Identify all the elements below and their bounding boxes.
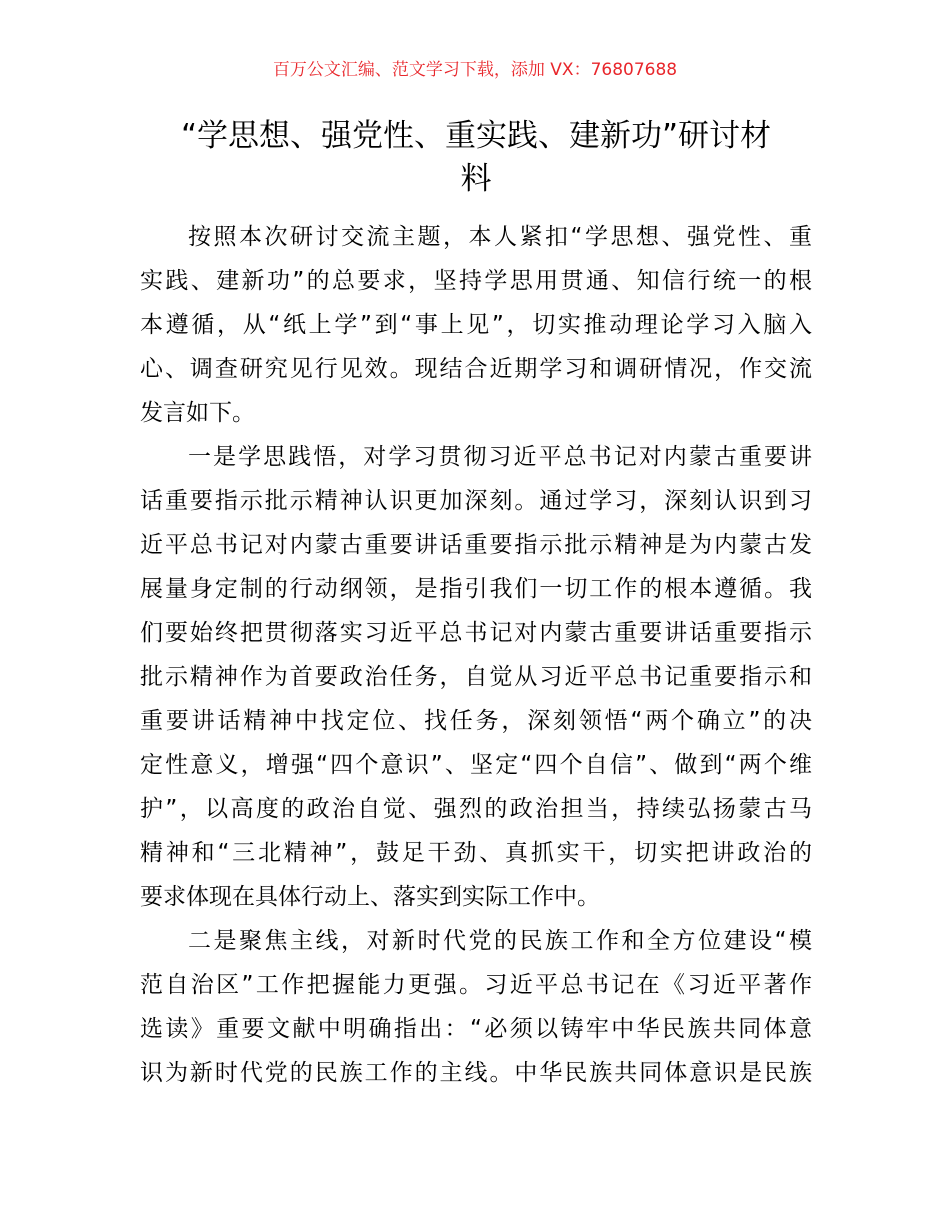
paragraph-line: 们要始终把贯彻落实习近平总书记对内蒙古重要讲话重要指示 [140,620,812,646]
paragraph-line: 话重要指示批示精神认识更加深刻。通过学习，深刻认识到习 [140,488,812,514]
paragraph [140,215,812,435]
paragraph-line: 批示精神作为首要政治任务，自觉从习近平总书记重要指示和 [140,664,812,690]
paragraph-line: 定性意义，增强“四个意识”、坚定“四个自信”、做到“两个维 [140,752,812,778]
document-title [140,115,812,201]
document-body [140,215,812,1095]
paragraph-line: 护”，以高度的政治自觉、强烈的政治担当，持续弘扬蒙古马 [140,796,812,822]
paragraph-line: 精神和“三北精神”，鼓足干劲、真抓实干，切实把讲政治的 [140,840,812,866]
paragraph-line: 心、调查研究见行见效。现结合近期学习和调研情况，作交流 [140,356,812,382]
paragraph-line: 选读》重要文献中明确指出：“必须以铸牢中华民族共同体意 [140,1016,812,1042]
paragraph-line: 近平总书记对内蒙古重要讲话重要指示批示精神是为内蒙古发 [140,532,812,558]
paragraph [140,435,812,919]
paragraph-line: 按照本次研讨交流主题，本人紧扣“学思想、强党性、重 [188,224,812,250]
paragraph-line: 展量身定制的行动纲领，是指引我们一切工作的根本遵循。我 [140,576,812,602]
paragraph [140,919,812,1095]
paragraph-line: 范自治区”工作把握能力更强。习近平总书记在《习近平著作 [140,972,812,998]
paragraph-line: 一是学思践悟，对学习贯彻习近平总书记对内蒙古重要讲 [188,444,812,470]
paragraph-line: 二是聚焦主线，对新时代党的民族工作和全方位建设“模 [188,928,812,954]
title-line: “学思想、强党性、重实践、建新功”研讨材 [180,118,772,154]
watermark-header: 百万公文汇编、范文学习下载，添加 VX：76807688 [272,60,678,80]
paragraph-line: 重要讲话精神中找定位、找任务，深刻领悟“两个确立”的决 [140,708,812,734]
paragraph-line: 要求体现在具体行动上、落实到实际工作中。 [140,884,600,910]
title-line: 料 [460,161,492,197]
paragraph-line: 发言如下。 [140,400,255,426]
paragraph-line: 本遵循，从“纸上学”到“事上见”，切实推动理论学习入脑入 [140,312,812,338]
paragraph-line: 识为新时代党的民族工作的主线。中华民族共同体意识是民族 [140,1060,812,1086]
paragraph-line: 实践、建新功”的总要求，坚持学思用贯通、知信行统一的根 [140,268,812,294]
